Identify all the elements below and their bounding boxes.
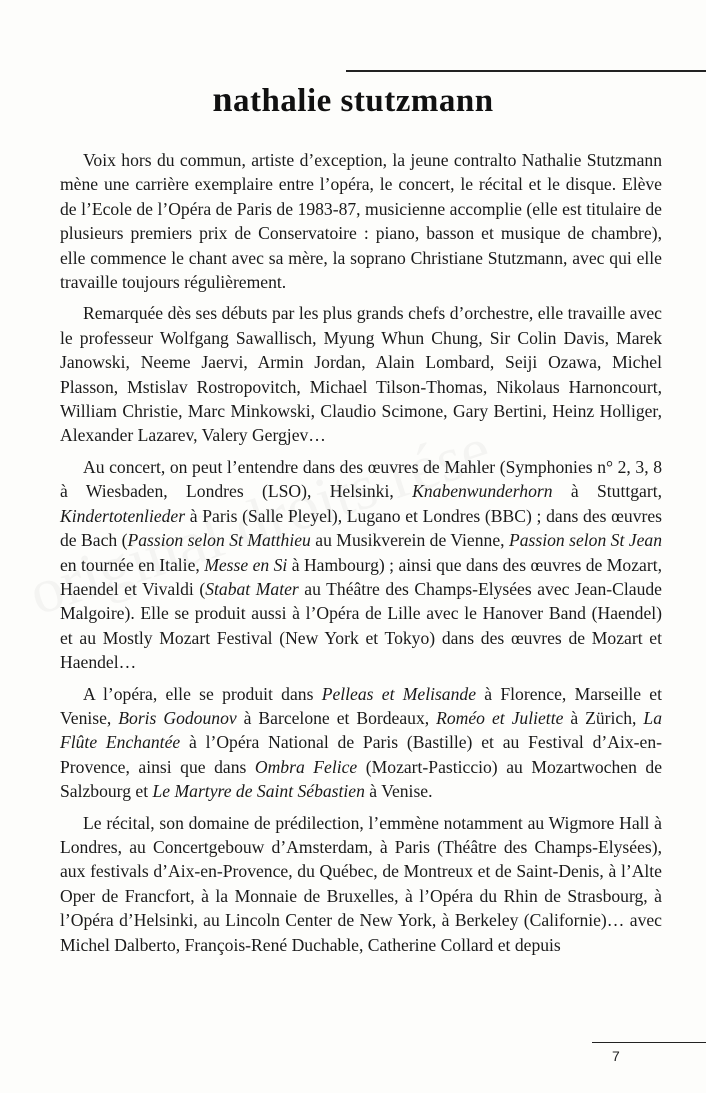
paragraph <box>60 301 662 447</box>
paragraph <box>60 455 662 675</box>
italic-title: Kindertotenlieder <box>60 505 186 526</box>
paragraph <box>60 148 662 294</box>
text-run: (Mozart-Pasticcio) au Mozartwochen de Salzbourg et <box>60 756 663 802</box>
text-run: à Stuttgart, <box>552 481 663 502</box>
italic-title: Knabenwunderhorn <box>412 481 553 502</box>
italic-title: La Flûte Enchantée <box>60 707 662 753</box>
text-run: au Musikverein de Vienne, <box>310 530 509 551</box>
text-run: en tournée en Italie, <box>60 554 205 575</box>
italic-title: Roméo et Juliette <box>436 707 564 728</box>
text-run: Voix hors du commun, artiste d’exception, la jeune contralto Nathalie Stutzmann mène une carrière exemplaire entre l’opéra, le concert, le récital et le disque. Elève de l’Ecole de l’Opéra de Paris de 1983-87, musicienne accomplie (elle est titulaire de plusieurs premiers prix de Conservatoire : piano, basson et musique de chambre), elle commence le chant avec sa mère, la soprano Christiane Stutzmann, avec qui elle travaille toujours régulièrement. <box>60 150 662 293</box>
text-run: A l’opéra, elle se produit dans <box>83 683 322 704</box>
title-initial: n <box>212 79 233 119</box>
text-run: Le récital, son domaine de prédilection, l’emmène notamment au Wigmore Hall à Londres, au Concertgebouw d’Amsterdam, à Paris (Théâtre des Champs-Elysées), aux festivals d’Aix-en-Provence, du Québec, de Montreux et de Saint-Denis, à l’Alte Oper de Francfort, à la Monnaie de Bruxelles, à l’Opéra du Rhin de Strasbourg, à l’Opéra d’Helsinki, au Lincoln Center de New York, à Berkeley (Californie)… avec Michel Dalberto, François-René Duchable, Catherine Collard et depuis <box>60 812 662 955</box>
bottom-rule <box>592 1042 706 1043</box>
italic-title: Passion selon St Jean <box>508 530 663 551</box>
italic-title: Ombra Felice <box>254 756 358 777</box>
italic-title: Passion selon St Matthieu <box>127 530 311 551</box>
italic-title: Le Martyre de Saint Sébastien <box>152 781 365 802</box>
top-rule <box>346 70 706 72</box>
italic-title: Boris Godounov <box>118 707 237 728</box>
page-number: 7 <box>612 1048 620 1064</box>
text-run: à Zürich, <box>563 707 644 728</box>
page-title <box>0 78 706 120</box>
text-run: à Paris (Salle Pleyel), Lugano et Londres (BBC) ; dans des œuvres de Bach ( <box>60 505 662 551</box>
italic-title: Pelleas et Melisande <box>321 683 477 704</box>
title-rest: athalie stutzmann <box>232 83 494 119</box>
article-body <box>60 148 662 964</box>
text-run: Au concert, on peut l’entendre dans des œuvres de Mahler (Symphonies n° 2, 3, 8 à Wiesbaden, Londres (LSO), Helsinki, <box>60 456 662 502</box>
paragraph <box>60 811 662 957</box>
italic-title: Messe en Si <box>204 554 288 575</box>
text-run: à Florence, Marseille et Venise, <box>60 683 662 728</box>
text-run: à Hambourg) ; ainsi que dans des œuvres de Mozart, Haendel et Vivaldi ( <box>60 554 662 599</box>
paragraph <box>60 682 662 804</box>
text-run: à Venise. <box>364 781 433 802</box>
italic-title: Stabat Mater <box>205 578 299 599</box>
text-run: à l’Opéra National de Paris (Bastille) et au Festival d’Aix-en-Provence, ainsi que dans <box>60 732 662 777</box>
text-run: à Barcelone et Bordeaux, <box>236 707 437 728</box>
text-run: Remarquée dès ses débuts par les plus grands chefs d’orchestre, elle travaille avec le professeur Wolfgang Sawallisch, Myung Whun Chung, Sir Colin Davis, Marek Janowski, Neeme Jaervi, Armin Jordan, Alain Lombard, Seiji Ozawa, Michel Plasson, Mstislav Rostropovitch, Michael Tilson-Thomas, Nikolaus Harnoncourt, William Christie, Marc Minkowski, Claudio Scimone, Gary Bertini, Heinz Holliger, Alexander Lazarev, Valery Gergjev… <box>60 303 662 446</box>
text-run: au Théâtre des Champs-Elysées avec Jean-Claude Malgoire). Elle se produit aussi à l’Opéra de Lille avec le Hanover Band (Haendel) et au Mostly Mozart Festival (New York et Tokyo) dans des œuvres de Mozart et Haendel… <box>60 578 662 673</box>
